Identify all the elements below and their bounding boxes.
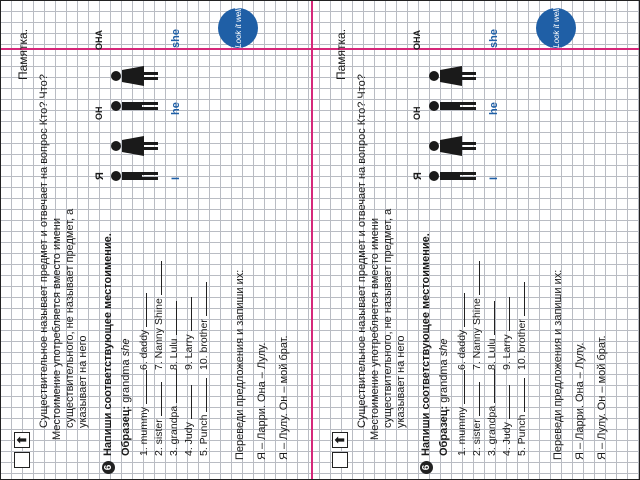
sample-answer: she (438, 338, 450, 357)
item-right-6: 6. daddy (138, 293, 150, 370)
item-right-8: 8. Lulu (168, 301, 180, 370)
item-right-10: 10. brother (198, 282, 210, 370)
up-arrow-icon: ⬆ (332, 432, 348, 448)
translate-line-1: Я – Ларри. Она – Лулу. (256, 342, 268, 460)
translate-line-2: Я – Лулу. Он – мой брат. (596, 335, 608, 460)
translate-title: Переведи предложения и запиши их: (552, 269, 564, 460)
item-right-9: 9. Larry (501, 297, 513, 370)
memo-line-3: существительного, не называет предмет, а (64, 208, 76, 428)
up-arrow-icon: ⬆ (14, 432, 30, 448)
item-left-1: 1. mummy (138, 370, 150, 456)
item-left-3: 3. grandpa (486, 369, 498, 456)
memo-line-1: Существительное называет предмет и отвечает на вопрос Кто? Что? (356, 74, 368, 428)
checkbox-empty[interactable] (14, 452, 30, 468)
item-left-2: 2. sister (153, 382, 165, 456)
sample-word: grandma (438, 359, 450, 403)
memo-line-3: существительного, не называет предмет, а (382, 208, 394, 428)
pronoun-she: she (488, 29, 500, 48)
item-left-4: 4. Judy (183, 385, 195, 456)
pronoun-he: he (488, 102, 500, 115)
family-figures-icon (426, 30, 486, 190)
sample-label: Образец: (438, 405, 450, 456)
item-right-7: 7. Nanny Shine (153, 261, 165, 370)
item-left-4: 4. Judy (501, 385, 513, 456)
label-ona: ОНА (412, 30, 422, 50)
sample-line (438, 339, 450, 456)
pronoun-i: I (488, 176, 500, 180)
sample-label: Образец: (120, 405, 132, 456)
label-ya: Я (412, 172, 424, 180)
item-left-3: 3. grandpa (168, 369, 180, 456)
sample-line (120, 339, 132, 456)
translate-title: Переведи предложения и запиши их: (234, 269, 246, 460)
translate-line-2: Я – Лулу. Он – мой брат. (278, 335, 290, 460)
translate-line-1: Я – Ларри. Она – Лулу. (574, 342, 586, 460)
item-right-10: 10. brother (516, 282, 528, 370)
family-figures-icon (108, 30, 168, 190)
checkbox-empty[interactable] (332, 452, 348, 468)
item-right-6: 6. daddy (456, 293, 468, 370)
worksheet-right (326, 0, 626, 480)
memo-line-1: Существительное называет предмет и отвечает на вопрос Кто? Что? (38, 74, 50, 428)
task-title: Напиши соответствующее местоимение. (420, 233, 432, 456)
item-left-5: 5. Punch (516, 378, 528, 456)
look-it-well-sticker: Look it well (218, 8, 258, 48)
item-left-2: 2. sister (471, 382, 483, 456)
item-right-7: 7. Nanny Shine (471, 261, 483, 370)
label-on: ОН (94, 106, 104, 120)
label-on: ОН (412, 106, 422, 120)
pronoun-she: she (170, 29, 182, 48)
label-ona: ОНА (94, 30, 104, 50)
worksheet-left (8, 0, 308, 480)
look-it-well-sticker: Look it well (536, 8, 576, 48)
memo-line-4: указывает на него (77, 335, 89, 428)
task-number-badge: 6 (420, 461, 433, 474)
item-left-5: 5. Punch (198, 378, 210, 456)
pronoun-i: I (170, 176, 182, 180)
item-right-9: 9. Larry (183, 297, 195, 370)
memo-title: Памятка. (16, 28, 30, 80)
item-right-8: 8. Lulu (486, 301, 498, 370)
memo-line-2: Местоимение употребляется вместо имени (369, 217, 381, 440)
sample-answer: she (120, 338, 132, 357)
memo-line-4: указывает на него (395, 335, 407, 428)
pronoun-he: he (170, 102, 182, 115)
memo-line-2: Местоимение употребляется вместо имени (51, 217, 63, 440)
task-title: Напиши соответствующее местоимение. (102, 233, 114, 456)
item-left-1: 1. mummy (456, 370, 468, 456)
memo-title: Памятка. (334, 28, 348, 80)
task-number-badge: 6 (102, 461, 115, 474)
sample-word: grandma (120, 359, 132, 403)
label-ya: Я (94, 172, 106, 180)
